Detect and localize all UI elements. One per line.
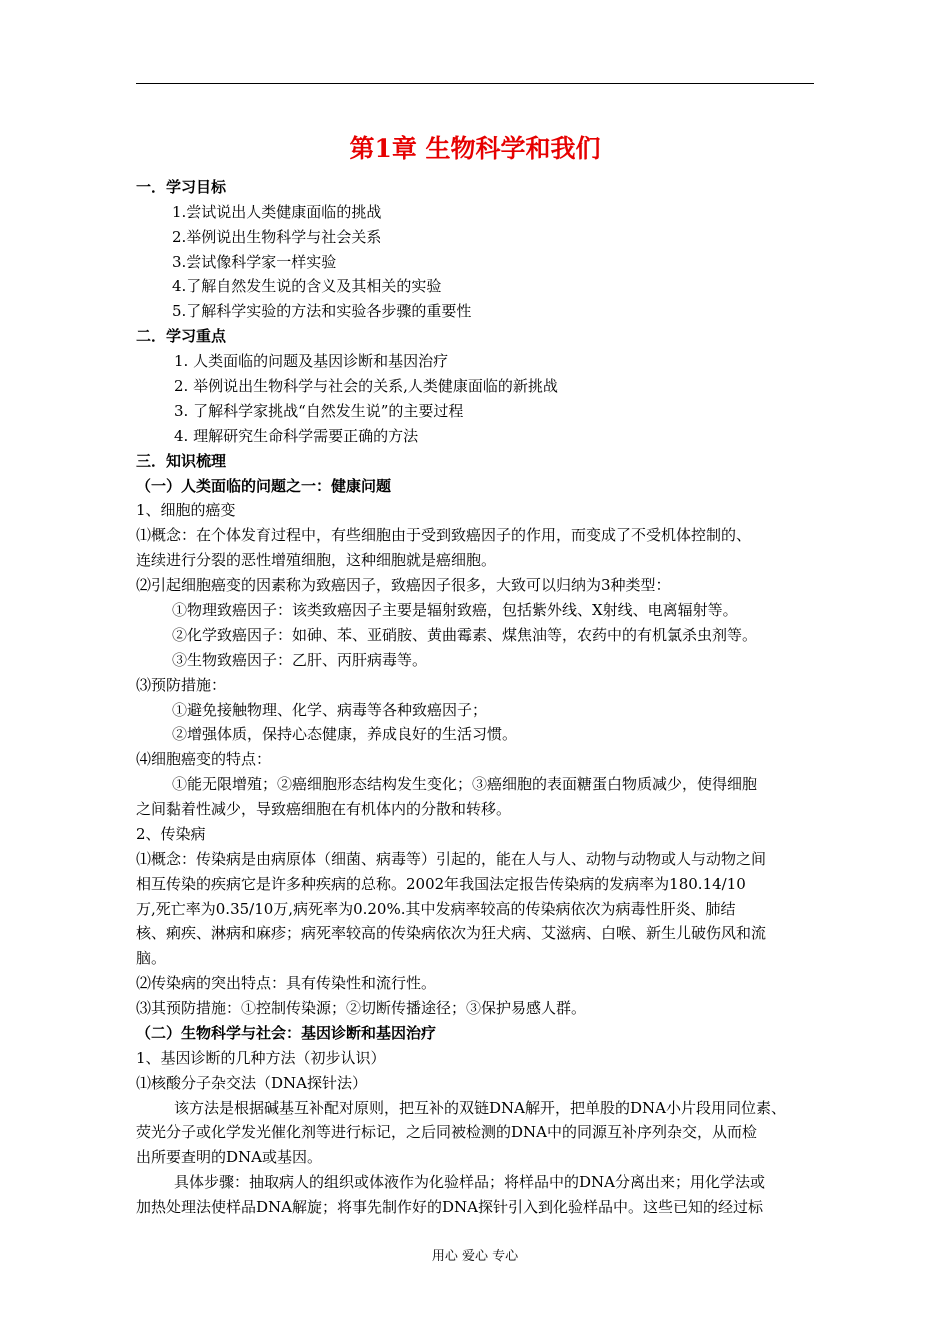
text-line: 连续进行分裂的恶性增殖细胞，这种细胞就是癌细胞。: [136, 551, 497, 569]
text-line: 出所要查明的DNA或基因。: [136, 1148, 322, 1166]
subsection-heading: （一）人类面临的问题之一：健康问题: [136, 477, 392, 495]
chapter-title: 第1章 生物科学和我们: [349, 134, 601, 163]
text-line: ②增强体质，保持心态健康，养成良好的生活习惯。: [172, 725, 518, 743]
page-footer: 用心 爱心 专心: [431, 1249, 519, 1264]
text-line: ⑴核酸分子杂交法（DNA探针法）: [136, 1074, 367, 1092]
header-rule: [136, 83, 814, 84]
list-item: 1. 人类面临的问题及基因诊断和基因治疗: [174, 352, 449, 370]
list-item: 1.尝试说出人类健康面临的挑战: [172, 203, 382, 221]
text-line: ②化学致癌因子：如砷、苯、亚硝胺、黄曲霉素、煤焦油等，农药中的有机氯杀虫剂等。: [172, 626, 758, 644]
text-line: 相互传染的疾病它是许多种疾病的总称。2002年我国法定报告传染病的发病率为180.14/10: [136, 875, 746, 893]
text-line: 具体步骤：抽取病人的组织或体液作为化验样品；将样品中的DNA分离出来；用化学法或: [174, 1173, 765, 1191]
section-heading: 一．学习目标: [136, 178, 227, 196]
text-line: ⑶其预防措施：①控制传染源；②切断传播途径；③保护易感人群。: [136, 999, 587, 1017]
text-line: ③生物致癌因子：乙肝、丙肝病毒等。: [172, 651, 428, 669]
text-line: 万,死亡率为0.35/10万,病死率为0.20%.其中发病率较高的传染病依次为病毒性肝炎、肺结: [136, 900, 736, 918]
list-item: 5.了解科学实验的方法和实验各步骤的重要性: [172, 302, 472, 320]
text-line: 1、基因诊断的几种方法（初步认识）: [136, 1049, 386, 1067]
list-item: 4. 理解研究生命科学需要正确的方法: [174, 427, 419, 445]
text-line: 脑。: [136, 949, 167, 967]
text-line: 加热处理法使样品DNA解旋；将事先制作好的DNA探针引入到化验样品中。这些已知的经过标: [136, 1198, 763, 1216]
list-item: 2. 举例说出生物科学与社会的关系,人类健康面临的新挑战: [174, 377, 558, 395]
list-item: 3. 了解科学家挑战“自然发生说”的主要过程: [174, 402, 464, 420]
section-heading: 三．知识梳理: [136, 452, 227, 470]
text-line: ①能无限增殖；②癌细胞形态结构发生变化；③癌细胞的表面糖蛋白物质减少，使得细胞: [172, 775, 758, 793]
text-line: ⑵传染病的突出特点：具有传染性和流行性。: [136, 974, 437, 992]
subsection-heading: （二）生物科学与社会：基因诊断和基因治疗: [136, 1024, 437, 1042]
section-heading: 二．学习重点: [136, 327, 227, 345]
text-line: ⑶预防措施：: [136, 676, 227, 694]
text-line: ⑴概念：在个体发育过程中，有些细胞由于受到致癌因子的作用，而变成了不受机体控制的、: [136, 526, 752, 544]
text-line: 2、传染病: [136, 825, 206, 843]
list-item: 2.举例说出生物科学与社会关系: [172, 228, 382, 246]
text-line: 1、细胞的癌变: [136, 501, 236, 519]
text-line: ①避免接触物理、化学、病毒等各种致癌因子；: [172, 701, 488, 719]
list-item: 4.了解自然发生说的含义及其相关的实验: [172, 277, 442, 295]
text-line: 荧光分子或化学发光催化剂等进行标记，之后同被检测的DNA中的同源互补序列杂交，从而检: [136, 1123, 757, 1141]
list-item: 3.尝试像科学家一样实验: [172, 253, 337, 271]
text-line: ①物理致癌因子：该类致癌因子主要是辐射致癌，包括紫外线、X射线、电离辐射等。: [172, 601, 738, 619]
text-line: ⑷细胞癌变的特点：: [136, 750, 272, 768]
text-line: ⑴概念：传染病是由病原体（细菌、病毒等）引起的，能在人与人、动物与动物或人与动物之间: [136, 850, 767, 868]
text-line: ⑵引起细胞癌变的因素称为致癌因子，致癌因子很多，大致可以归纳为3种类型：: [136, 576, 671, 594]
text-line: 核、痢疾、淋病和麻疹；病死率较高的传染病依次为狂犬病、艾滋病、白喉、新生儿破伤风和流: [136, 924, 767, 942]
text-line: 之间黏着性减少，导致癌细胞在有机体内的分散和转移。: [136, 800, 512, 818]
text-line: 该方法是根据碱基互补配对原则，把互补的双链DNA解开，把单股的DNA小片段用同位素、: [174, 1099, 786, 1117]
